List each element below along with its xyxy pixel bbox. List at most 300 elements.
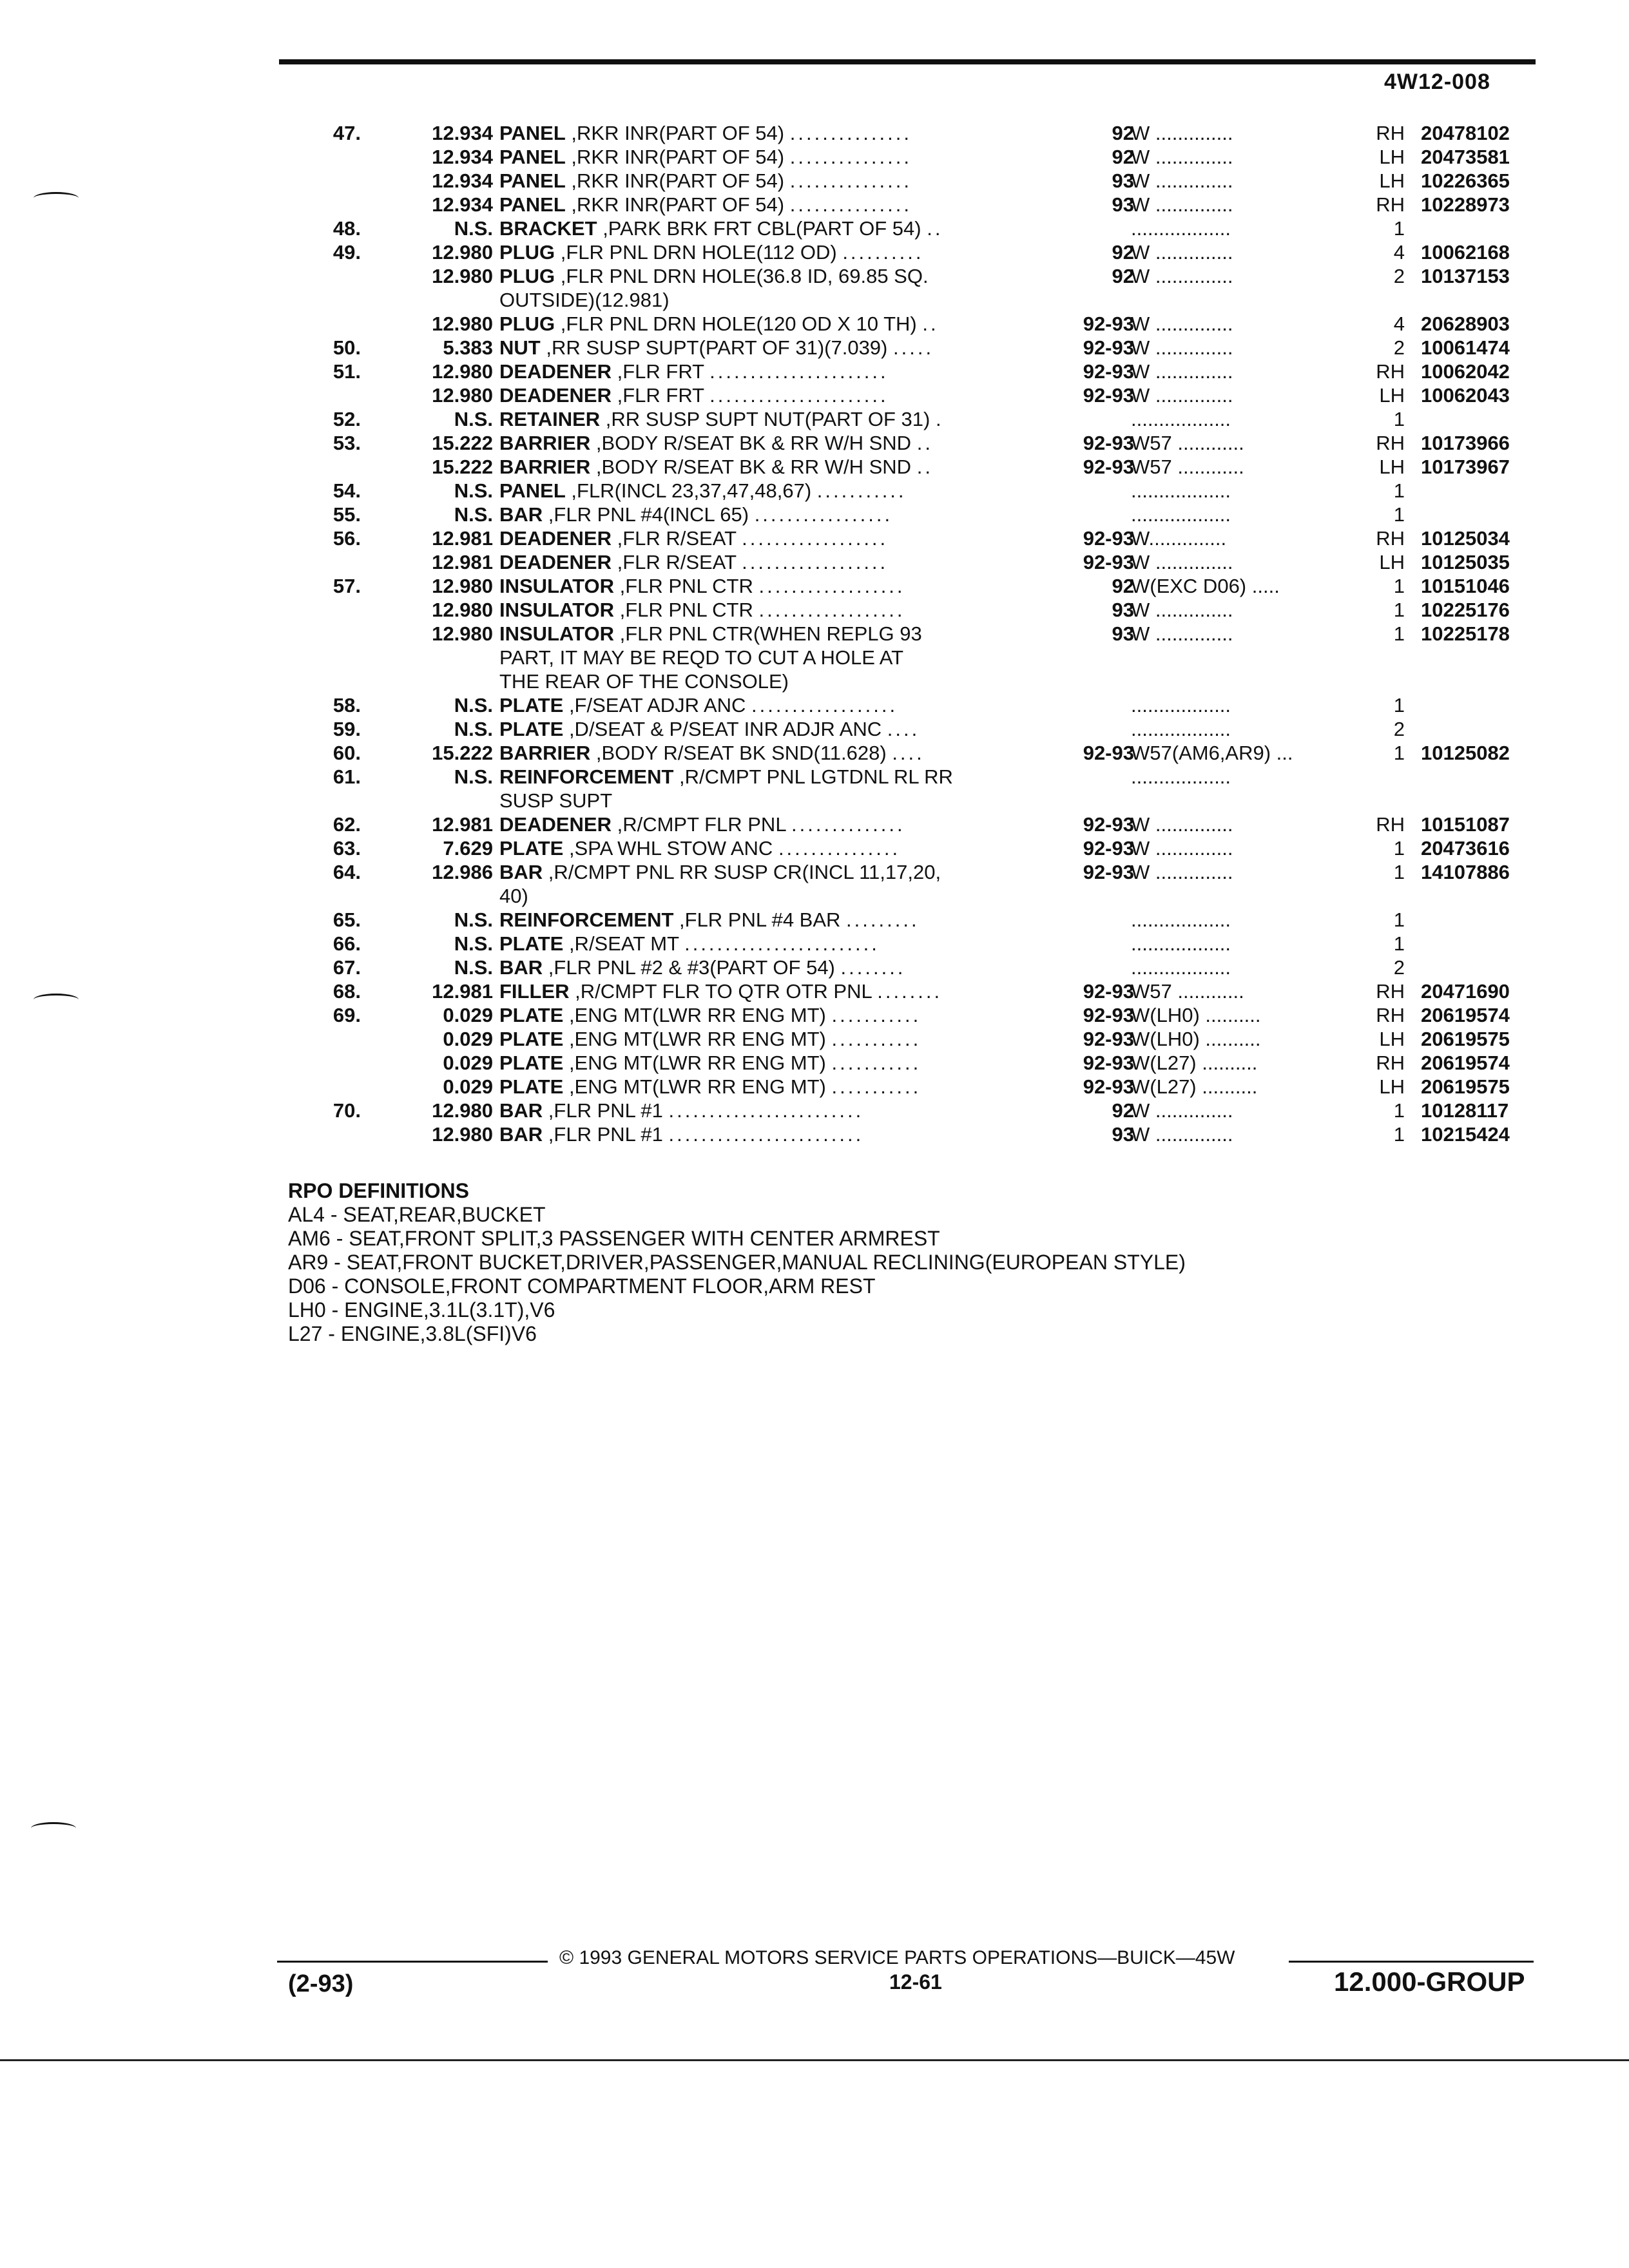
part-name: PLATE <box>499 1004 564 1026</box>
model-code: .................. <box>1131 217 1231 240</box>
model-year: 93 <box>1112 1123 1134 1146</box>
model-year: 92 <box>1112 575 1134 597</box>
leader-dots: ...................... <box>709 384 889 407</box>
quantity: 2 <box>1393 265 1405 287</box>
part-number: 10173967 <box>1421 456 1510 478</box>
table-row <box>303 121 1540 145</box>
model-year: 92-93 <box>1083 456 1134 478</box>
quantity: 1 <box>1393 837 1405 860</box>
footer-date: (2-93) <box>288 1970 354 1997</box>
scan-mark <box>34 994 79 1006</box>
ref-number: 65. <box>333 908 361 931</box>
quantity: RH <box>1376 527 1405 550</box>
leader-dots: ........... <box>831 1004 921 1026</box>
table-row <box>303 765 1540 812</box>
part-number: 14107886 <box>1421 861 1510 883</box>
group-number: N.S. <box>454 765 493 788</box>
part-name: DEADENER <box>499 551 612 573</box>
model-code: .................. <box>1131 694 1231 716</box>
part-name: DEADENER <box>499 527 612 550</box>
group-number: 12.980 <box>432 1123 493 1146</box>
model-code: W .............. <box>1131 312 1233 335</box>
leader-dots: ........................ <box>668 1099 864 1122</box>
group-number: 15.222 <box>432 456 493 478</box>
model-code: W .............. <box>1131 861 1233 883</box>
model-year: 93 <box>1112 599 1134 621</box>
leader-dots: .............. <box>791 813 905 836</box>
part-number: 10228973 <box>1421 193 1510 216</box>
part-detail: ,BODY R/SEAT BK SND(11.628) <box>595 742 887 764</box>
part-detail: ,FLR R/SEAT <box>617 551 737 573</box>
footer-rule <box>277 1961 548 1963</box>
model-year: 92 <box>1112 265 1134 287</box>
table-row <box>303 193 1540 216</box>
group-number: 12.934 <box>432 169 493 192</box>
group-number: N.S. <box>454 718 493 740</box>
part-number: 20478102 <box>1421 122 1510 144</box>
part-name: BAR <box>499 956 543 979</box>
part-name: PANEL <box>499 479 566 502</box>
part-name: DEADENER <box>499 384 612 407</box>
model-code: .................. <box>1131 503 1231 526</box>
footer-rule <box>1289 1961 1534 1963</box>
part-detail: ,D/SEAT & P/SEAT INR ADJR ANC <box>568 718 882 740</box>
model-code: W57 ............ <box>1131 980 1244 1003</box>
part-detail: ,FLR FRT <box>617 360 704 383</box>
part-detail: ,F/SEAT ADJR ANC <box>568 694 746 716</box>
leader-dots: .................. <box>742 527 889 550</box>
quantity: RH <box>1376 813 1405 836</box>
part-name: PLUG <box>499 241 555 264</box>
leader-dots: ......... <box>846 908 920 931</box>
part-detail: ,FLR PNL DRN HOLE(36.8 ID, 69.85 SQ. <box>560 265 929 287</box>
group-number: N.S. <box>454 908 493 931</box>
part-detail: ,R/SEAT MT <box>568 932 679 955</box>
parts-table <box>303 121 1540 1146</box>
quantity: LH <box>1379 146 1405 168</box>
model-year: 92-93 <box>1083 861 1134 883</box>
part-detail: ,R/CMPT PNL LGTDNL RL RR <box>679 765 953 788</box>
part-number: 20473581 <box>1421 146 1510 168</box>
ref-number: 52. <box>333 408 361 430</box>
ref-number: 49. <box>333 241 361 264</box>
part-number: 10215424 <box>1421 1123 1510 1146</box>
model-code: .................. <box>1131 908 1231 931</box>
part-detail: ,FLR R/SEAT <box>617 527 737 550</box>
part-detail: ,FLR PNL CTR <box>619 599 753 621</box>
model-code: W57 ............ <box>1131 456 1244 478</box>
table-row <box>303 1122 1540 1146</box>
table-row <box>303 932 1540 956</box>
ref-number: 47. <box>333 122 361 144</box>
ref-number: 56. <box>333 527 361 550</box>
part-detail: ,FLR PNL CTR(WHEN REPLG 93 <box>619 622 922 645</box>
quantity: RH <box>1376 1004 1405 1026</box>
group-number: 12.980 <box>432 1099 493 1122</box>
model-code: W .............. <box>1131 1099 1233 1122</box>
footer-copyright: © 1993 GENERAL MOTORS SERVICE PARTS OPERATIONS—BUICK—45W <box>559 1947 1235 1968</box>
part-detail: ,SPA WHL STOW ANC <box>568 837 773 860</box>
group-number: N.S. <box>454 217 493 240</box>
part-number: 10151046 <box>1421 575 1510 597</box>
leader-dots: ........ <box>840 956 906 979</box>
ref-number: 68. <box>333 980 361 1003</box>
group-number: 12.980 <box>432 384 493 407</box>
table-row <box>303 503 1540 526</box>
table-row <box>303 622 1540 693</box>
ref-number: 61. <box>333 765 361 788</box>
part-name: BAR <box>499 1099 543 1122</box>
table-row <box>303 479 1540 503</box>
leader-dots: ........ <box>877 980 943 1003</box>
part-name: REINFORCEMENT <box>499 908 674 931</box>
group-number: 12.981 <box>432 980 493 1003</box>
part-number: 10173966 <box>1421 432 1510 454</box>
leader-dots: .................. <box>758 575 905 597</box>
table-row <box>303 1027 1540 1051</box>
model-code: W .............. <box>1131 837 1233 860</box>
table-row <box>303 336 1540 360</box>
group-number: 12.934 <box>432 146 493 168</box>
part-number: 20619574 <box>1421 1004 1510 1026</box>
leader-dots: ........................ <box>668 1123 864 1146</box>
model-code: W .............. <box>1131 360 1233 383</box>
part-number: 20628903 <box>1421 312 1510 335</box>
part-detail: ,ENG MT(LWR RR ENG MT) <box>568 1004 826 1026</box>
footer-page-number: 12-61 <box>889 1970 942 1994</box>
part-detail: ,FLR PNL DRN HOLE(112 OD) <box>560 241 837 264</box>
leader-dots: .................. <box>751 694 898 716</box>
table-row <box>303 383 1540 407</box>
group-number: 0.029 <box>443 1028 493 1050</box>
model-year: 93 <box>1112 169 1134 192</box>
part-number: 10225176 <box>1421 599 1510 621</box>
part-number: 10062168 <box>1421 241 1510 264</box>
quantity: LH <box>1379 551 1405 573</box>
table-row <box>303 717 1540 741</box>
leader-dots: .... <box>892 742 925 764</box>
part-detail: ,FLR(INCL 23,37,47,48,67) <box>571 479 812 502</box>
quantity: RH <box>1376 193 1405 216</box>
group-number: 0.029 <box>443 1052 493 1074</box>
model-year: 92-93 <box>1083 360 1134 383</box>
quantity: 4 <box>1393 312 1405 335</box>
part-name: BARRIER <box>499 456 591 478</box>
model-code: W .............. <box>1131 122 1233 144</box>
quantity: RH <box>1376 980 1405 1003</box>
quantity: 4 <box>1393 241 1405 264</box>
part-number: 10125082 <box>1421 742 1510 764</box>
ref-number: 66. <box>333 932 361 955</box>
ref-number: 69. <box>333 1004 361 1026</box>
table-row <box>303 312 1540 336</box>
model-year: 92-93 <box>1083 837 1134 860</box>
part-detail: ,RKR INR(PART OF 54) <box>571 122 785 144</box>
group-number: 12.980 <box>432 265 493 287</box>
model-code: W .............. <box>1131 622 1233 645</box>
table-row <box>303 1051 1540 1075</box>
part-detail: ,R/CMPT FLR TO QTR OTR PNL <box>575 980 872 1003</box>
part-name: PLATE <box>499 1028 564 1050</box>
part-number: 20619574 <box>1421 1052 1510 1074</box>
leader-dots: ........... <box>831 1028 921 1050</box>
quantity: 1 <box>1393 861 1405 883</box>
part-name: PANEL <box>499 193 566 216</box>
part-detail: ,RKR INR(PART OF 54) <box>571 146 785 168</box>
model-code: .................. <box>1131 956 1231 979</box>
group-number: N.S. <box>454 479 493 502</box>
leader-dots: ............... <box>789 193 912 216</box>
part-detail: ,ENG MT(LWR RR ENG MT) <box>568 1028 826 1050</box>
model-year: 92-93 <box>1083 980 1134 1003</box>
part-detail: ,ENG MT(LWR RR ENG MT) <box>568 1052 826 1074</box>
part-name: PANEL <box>499 122 566 144</box>
ref-number: 53. <box>333 432 361 454</box>
quantity: LH <box>1379 169 1405 192</box>
group-number: 12.934 <box>432 193 493 216</box>
leader-dots: ............... <box>789 122 912 144</box>
leader-dots: ........................ <box>684 932 880 955</box>
part-name: PLATE <box>499 837 564 860</box>
part-name: DEADENER <box>499 360 612 383</box>
part-name: PANEL <box>499 169 566 192</box>
model-year: 92-93 <box>1083 527 1134 550</box>
part-name: PLATE <box>499 932 564 955</box>
part-number: 10128117 <box>1421 1099 1509 1122</box>
model-code: W(LH0) .......... <box>1131 1004 1261 1026</box>
footer-group: 12.000-GROUP <box>1334 1966 1525 1997</box>
part-name: REINFORCEMENT <box>499 765 674 788</box>
part-detail-continued: SUSP SUPT <box>499 789 613 812</box>
part-name: RETAINER <box>499 408 601 430</box>
rpo-title: RPO DEFINITIONS <box>288 1179 469 1202</box>
part-detail: ,FLR PNL DRN HOLE(120 OD X 10 TH) <box>560 312 917 335</box>
quantity: 1 <box>1393 622 1405 645</box>
part-number: 10062043 <box>1421 384 1510 407</box>
ref-number: 62. <box>333 813 361 836</box>
leader-dots: . <box>935 408 944 430</box>
model-year: 92-93 <box>1083 312 1134 335</box>
ref-number: 54. <box>333 479 361 502</box>
model-code: W .............. <box>1131 384 1233 407</box>
quantity: 1 <box>1393 742 1405 764</box>
rpo-item: L27 - ENGINE,3.8L(SFI)V6 <box>288 1322 537 1345</box>
bottom-rule <box>0 2059 1629 2061</box>
model-code: W57 ............ <box>1131 432 1244 454</box>
part-detail-continued: 40) <box>499 885 528 907</box>
model-year: 92-93 <box>1083 551 1134 573</box>
part-name: BARRIER <box>499 432 591 454</box>
quantity: RH <box>1376 122 1405 144</box>
ref-number: 55. <box>333 503 361 526</box>
part-number: 10125035 <box>1421 551 1510 573</box>
part-detail: ,FLR PNL #2 & #3(PART OF 54) <box>548 956 835 979</box>
leader-dots: ............... <box>778 837 901 860</box>
scan-mark <box>31 1822 76 1834</box>
group-number: 5.383 <box>443 336 493 359</box>
ref-number: 48. <box>333 217 361 240</box>
leader-dots: ..... <box>893 336 934 359</box>
table-row <box>303 836 1540 860</box>
quantity: 1 <box>1393 575 1405 597</box>
rpo-definitions <box>288 1179 1186 1346</box>
table-row <box>303 145 1540 169</box>
leader-dots: .................. <box>758 599 905 621</box>
model-code: .................. <box>1131 408 1231 430</box>
group-number: 12.980 <box>432 599 493 621</box>
quantity: 1 <box>1393 1099 1405 1122</box>
group-number: 12.980 <box>432 622 493 645</box>
quantity: 1 <box>1393 908 1405 931</box>
part-name: PLATE <box>499 1052 564 1074</box>
ref-number: 59. <box>333 718 361 740</box>
rpo-item: D06 - CONSOLE,FRONT COMPARTMENT FLOOR,ARM REST <box>288 1274 876 1298</box>
part-detail: ,ENG MT(LWR RR ENG MT) <box>568 1075 826 1098</box>
part-name: INSULATOR <box>499 622 614 645</box>
model-code: W .............. <box>1131 169 1233 192</box>
model-code: W .............. <box>1131 265 1233 287</box>
leader-dots: ............... <box>789 169 912 192</box>
model-year: 92 <box>1112 122 1134 144</box>
group-number: 12.981 <box>432 813 493 836</box>
leader-dots: .. <box>916 456 933 478</box>
table-row <box>303 240 1540 264</box>
group-number: N.S. <box>454 503 493 526</box>
group-number: 0.029 <box>443 1075 493 1098</box>
model-code: W .............. <box>1131 146 1233 168</box>
part-name: PLUG <box>499 312 555 335</box>
part-detail: ,BODY R/SEAT BK & RR W/H SND <box>595 432 912 454</box>
part-detail: ,R/CMPT PNL RR SUSP CR(INCL 11,17,20, <box>548 861 941 883</box>
table-row <box>303 407 1540 431</box>
table-row <box>303 169 1540 193</box>
ref-number: 51. <box>333 360 361 383</box>
part-detail: ,PARK BRK FRT CBL(PART OF 54) <box>602 217 921 240</box>
part-name: PLUG <box>499 265 555 287</box>
model-code: W .............. <box>1131 551 1233 573</box>
model-year: 92-93 <box>1083 432 1134 454</box>
leader-dots: ........... <box>816 479 907 502</box>
part-name: FILLER <box>499 980 570 1003</box>
group-number: N.S. <box>454 932 493 955</box>
part-name: PLATE <box>499 694 564 716</box>
model-year: 92-93 <box>1083 336 1134 359</box>
table-row <box>303 812 1540 836</box>
part-number: 20471690 <box>1421 980 1510 1003</box>
group-number: 12.981 <box>432 551 493 573</box>
part-number: 10061474 <box>1421 336 1510 359</box>
quantity: LH <box>1379 1028 1405 1050</box>
table-row <box>303 598 1540 622</box>
part-name: PLATE <box>499 718 564 740</box>
rpo-item: LH0 - ENGINE,3.1L(3.1T),V6 <box>288 1298 555 1321</box>
ref-number: 67. <box>333 956 361 979</box>
ref-number: 63. <box>333 837 361 860</box>
model-year: 92-93 <box>1083 1004 1134 1026</box>
rpo-item: AM6 - SEAT,FRONT SPLIT,3 PASSENGER WITH CENTER ARMREST <box>288 1227 940 1250</box>
quantity: LH <box>1379 384 1405 407</box>
group-number: N.S. <box>454 408 493 430</box>
quantity: RH <box>1376 1052 1405 1074</box>
part-detail: ,FLR FRT <box>617 384 704 407</box>
group-number: 0.029 <box>443 1004 493 1026</box>
part-detail: ,FLR PNL #4(INCL 65) <box>548 503 749 526</box>
part-name: PLATE <box>499 1075 564 1098</box>
quantity: 1 <box>1393 1123 1405 1146</box>
model-code: W .............. <box>1131 193 1233 216</box>
part-name: BAR <box>499 1123 543 1146</box>
part-name: INSULATOR <box>499 599 614 621</box>
group-number: N.S. <box>454 694 493 716</box>
quantity: 1 <box>1393 932 1405 955</box>
model-code: W57(AM6,AR9) ... <box>1131 742 1293 764</box>
rpo-item: AR9 - SEAT,FRONT BUCKET,DRIVER,PASSENGER,MANUAL RECLINING(EUROPEAN STYLE) <box>288 1251 1186 1274</box>
model-year: 92-93 <box>1083 1028 1134 1050</box>
ref-number: 50. <box>333 336 361 359</box>
table-row <box>303 574 1540 598</box>
ref-number: 58. <box>333 694 361 716</box>
model-code: W .............. <box>1131 813 1233 836</box>
model-code: .................. <box>1131 718 1231 740</box>
group-number: 12.980 <box>432 360 493 383</box>
ref-number: 60. <box>333 742 361 764</box>
group-number: 12.980 <box>432 575 493 597</box>
part-number: 20473616 <box>1421 837 1510 860</box>
part-detail-continued: THE REAR OF THE CONSOLE) <box>499 670 789 693</box>
model-code: W.............. <box>1131 527 1227 550</box>
part-name: BAR <box>499 861 543 883</box>
table-row <box>303 264 1540 312</box>
table-row <box>303 455 1540 479</box>
leader-dots: ........... <box>831 1052 921 1074</box>
leader-dots: ................. <box>754 503 893 526</box>
leader-dots: .... <box>887 718 920 740</box>
part-number: 10125034 <box>1421 527 1510 550</box>
leader-dots: .. <box>916 432 933 454</box>
part-detail: ,FLR PNL CTR <box>619 575 753 597</box>
table-row <box>303 741 1540 765</box>
model-code: W(L27) .......... <box>1131 1052 1258 1074</box>
part-number: 10151087 <box>1421 813 1510 836</box>
quantity: 1 <box>1393 479 1405 502</box>
quantity: 1 <box>1393 503 1405 526</box>
part-number: 10137153 <box>1421 265 1510 287</box>
part-detail: ,FLR PNL #4 BAR <box>679 908 841 931</box>
model-code: .................. <box>1131 765 1231 788</box>
model-year: 92-93 <box>1083 742 1134 764</box>
quantity: 1 <box>1393 599 1405 621</box>
table-row <box>303 526 1540 550</box>
group-number: 15.222 <box>432 742 493 764</box>
part-name: NUT <box>499 336 541 359</box>
table-row <box>303 1003 1540 1027</box>
part-detail-continued: PART, IT MAY BE REQD TO CUT A HOLE AT <box>499 646 904 669</box>
part-detail-continued: OUTSIDE)(12.981) <box>499 289 670 311</box>
model-code: W .............. <box>1131 241 1233 264</box>
model-code: W .............. <box>1131 599 1233 621</box>
quantity: 1 <box>1393 217 1405 240</box>
part-name: BARRIER <box>499 742 591 764</box>
group-number: 15.222 <box>432 432 493 454</box>
top-rule <box>279 59 1536 64</box>
table-row <box>303 216 1540 240</box>
quantity: RH <box>1376 432 1405 454</box>
leader-dots: ........... <box>831 1075 921 1098</box>
quantity: 2 <box>1393 956 1405 979</box>
quantity: LH <box>1379 456 1405 478</box>
ref-number: 64. <box>333 861 361 883</box>
ref-number: 70. <box>333 1099 361 1122</box>
